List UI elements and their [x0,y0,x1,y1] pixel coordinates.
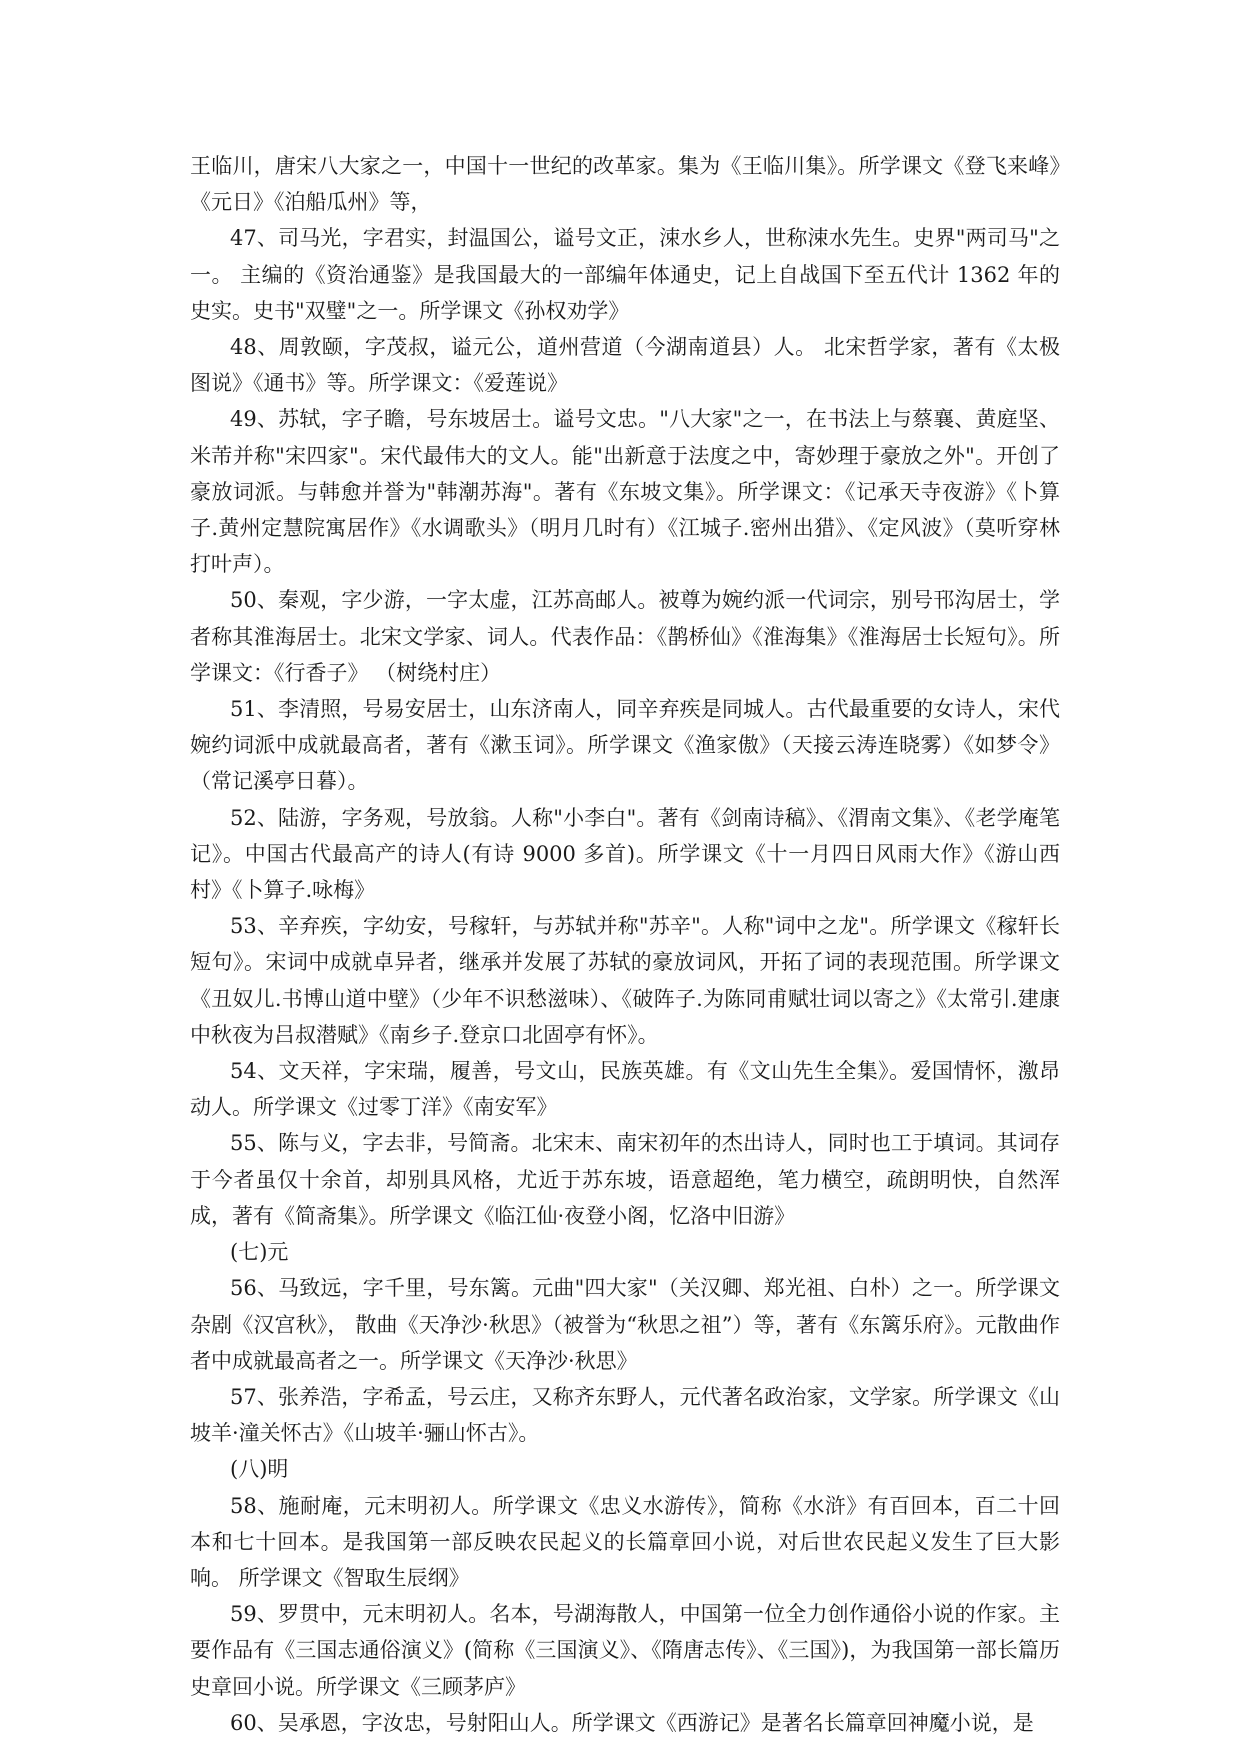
paragraph-58-shi-naian: 58、施耐庵，元末明初人。所学课文《忠义水游传》，简称《水浒》有百回本，百二十回本和七十回本。是我国第一部反映农民起义的长篇章回小说，对后世农民起义发生了巨大影响。 所学课文《智取生辰纲》 [190,1493,1060,1590]
paragraph-50-qin-guan: 50、秦观，字少游，一字太虚，江苏高邮人。被尊为婉约派一代词宗，别号邗沟居士，学者称其淮海居士。北宋文学家、词人。代表作品：《鹊桥仙》《淮海集》《淮海居士长短句》。所学课文：《行香子》 （树绕村庄） [190,588,1060,685]
paragraph-wang-linchuan: 王临川，唐宋八大家之一，中国十一世纪的改革家。集为《王临川集》。所学课文《登飞来峰》《元日》《泊船瓜州》等， [190,154,1060,215]
document-page [190,148,1060,1741]
section-heading-yuan: (七)元 [230,1240,289,1265]
paragraph-47-sima-guang: 47、司马光，字君实，封温国公，谥号文正，涑水乡人，世称涑水先生。史界"两司马"之一。 主编的《资治通鉴》是我国最大的一部编年体通史，记上自战国下至五代计 1362 年的史实。史书"双璧"之一。所学课文《孙权劝学》 [190,226,1060,323]
paragraph-60-wu-chengen: 60、吴承恩，字汝忠，号射阳山人。所学课文《西游记》是著名长篇章回神魔小说，是 [230,1710,1034,1735]
paragraph-52-lu-you: 52、陆游，字务观，号放翁。人称"小李白"。著有《剑南诗稿》、《渭南文集》、《老学庵笔记》。中国古代最高产的诗人(有诗 9000 多首)。所学课文《十一月四日风雨大作》《游山西村》《卜算子.咏梅》 [190,805,1060,903]
section-heading-ming: (八)明 [230,1457,289,1482]
paragraph-55-chen-yuyi: 55、陈与义，字去非，号简斋。北宋末、南宋初年的杰出诗人，同时也工于填词。其词存于今者虽仅十余首，却别具风格，尤近于苏东坡，语意超绝，笔力横空，疏朗明快，自然浑成，著有《简斋集》。所学课文《临江仙·夜登小阁，忆洛中旧游》 [190,1131,1060,1228]
paragraph-48-zhou-dunyi: 48、周敦颐，字茂叔，谥元公，道州营道（今湖南道县）人。 北宋哲学家，著有《太极图说》《通书》等。所学课文：《爱莲说》 [190,335,1060,396]
paragraph-56-ma-zhiyuan: 56、马致远，字千里，号东篱。元曲"四大家"（关汉卿、郑光祖、白朴）之一。所学课文杂剧《汉宫秋》， 散曲《天净沙·秋思》（被誉为“秋思之祖”）等，著有《东篱乐府》。元散曲作者中成就最高者之一。所学课文《天净沙·秋思》 [190,1276,1060,1373]
paragraph-57-zhang-yanghao: 57、张养浩，字希孟，号云庄，又称齐东野人，元代著名政治家，文学家。所学课文《山坡羊·潼关怀古》《山坡羊·骊山怀古》。 [190,1384,1060,1446]
paragraph-54-wen-tianxiang: 54、文天祥，字宋瑞，履善，号文山，民族英雄。有《文山先生全集》。爱国情怀，激昂动人。所学课文《过零丁洋》《南安军》 [190,1059,1060,1120]
paragraph-59-luo-guanzhong: 59、罗贯中，元末明初人。名本，号湖海散人，中国第一位全力创作通俗小说的作家。主要作品有《三国志通俗演义》(简称《三国演义》、《隋唐志传》、《三国》)，为我国第一部长篇历史章回小说。所学课文《三顾茅庐》 [190,1602,1060,1699]
paragraph-53-xin-qiji: 53、辛弃疾，字幼安，号稼轩，与苏轼并称"苏辛"。人称"词中之龙"。所学课文《稼轩长短句》。宋词中成就卓异者，继承并发展了苏轼的豪放词风，开拓了词的表现范围。所学课文《丑奴儿.书博山道中壁》（少年不识愁滋味）、《破阵子.为陈同甫赋壮词以寄之》《太常引.建康中秋夜为吕叔潜赋》《南乡子.登京口北固亭有怀》。 [190,914,1060,1047]
paragraph-49-su-shi: 49、苏轼，字子瞻，号东坡居士。谥号文忠。"八大家"之一，在书法上与蔡襄、黄庭坚、米芾并称"宋四家"。宋代最伟大的文人。能"出新意于法度之中，寄妙理于豪放之外"。开创了豪放词派。与韩愈并誉为"韩潮苏海"。著有《东坡文集》。所学课文：《记承天寺夜游》《卜算子.黄州定慧院寓居作》《水调歌头》（明月几时有）《江城子.密州出猎》、《定风波》（莫听穿林打叶声）。 [190,407,1060,577]
paragraph-51-li-qingzhao: 51、李清照，号易安居士，山东济南人，同辛弃疾是同城人。古代最重要的女诗人，宋代婉约词派中成就最高者，著有《漱玉词》。所学课文《渔家傲》（天接云涛连晓雾）《如梦令》（常记溪亭日暮）。 [190,697,1060,794]
